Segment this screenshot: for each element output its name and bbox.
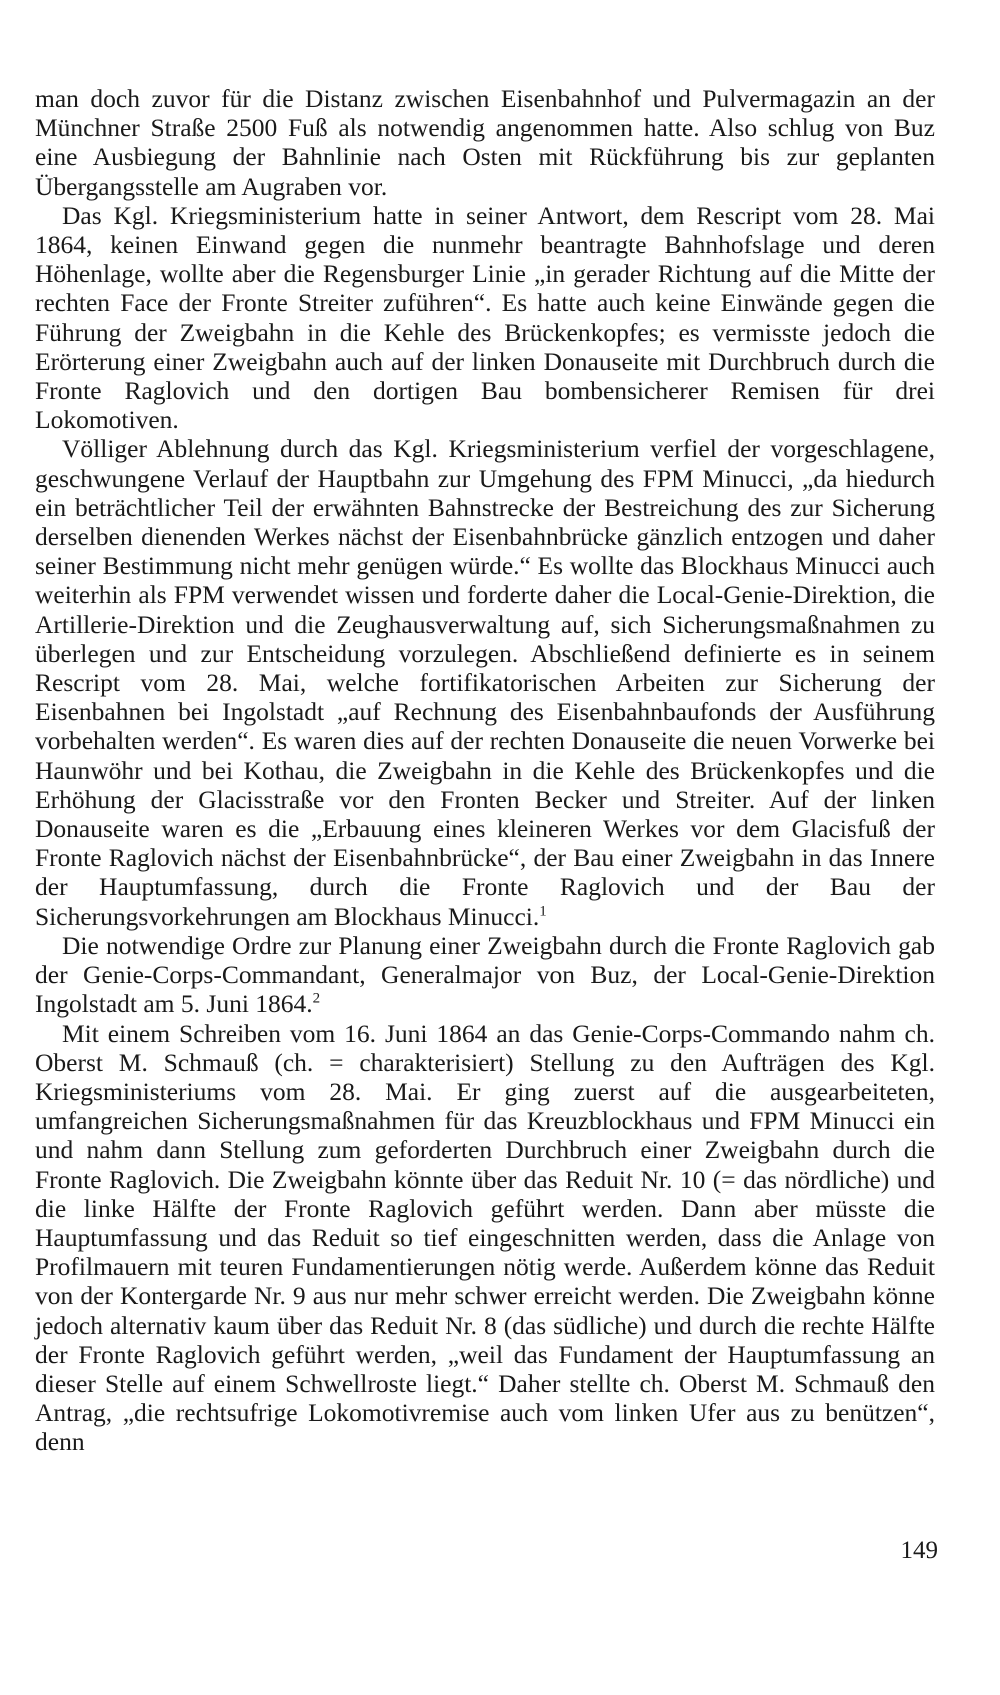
footnote-marker-2: 2 (312, 990, 321, 1007)
paragraph-2-text: Das Kgl. Kriegsministerium hatte in seiner Antwort, dem Rescript vom 28. Mai 1864, keinen Einwand gegen die nunmehr beantragte Bahnhofslage und deren Höhenlage, wollte aber die Regensburger Linie „in gerader Richtung auf die Mitte der rechten Face der Fronte Streiter zuführen“. Es hatte auch keine Einwände gegen die Führung der Zweigbahn in die Kehle des Brückenkopfes; es vermisste jedoch die Erörterung einer Zweigbahn auch auf der linken Donauseite mit Durchbruch durch die Fronte Raglovich und den dortigen Bau bombensicherer Remisen für drei Lokomotiven. (35, 200, 935, 435)
paragraph-1-text: man doch zuvor für die Distanz zwischen Eisenbahnhof und Pulvermagazin an der Münchner Straße 2500 Fuß als notwendig angenommen hatte. Also schlug von Buz eine Ausbiegung der Bahnlinie nach Osten mit Rückführung bis zur geplanten Übergangsstelle am Augraben vor. (35, 84, 935, 201)
paragraph-4-text: Die notwendige Ordre zur Planung einer Zweigbahn durch die Fronte Raglovich gab der Genie-Corps-Commandant, Generalmajor von Buz, der Local-Genie-Direktion Ingolstadt am 5. Juni 1864. (35, 930, 935, 1019)
paragraph-5 (35, 1019, 935, 1457)
paragraph-2 (35, 201, 935, 435)
paragraph-3 (35, 434, 935, 930)
paragraph-1 (35, 84, 935, 201)
paragraph-5-text: Mit einem Schreiben vom 16. Juni 1864 an das Genie-Corps-Commando nahm ch. Oberst M. Schmauß (ch. = charakterisiert) Stellung zu den Aufträgen des Kgl. Kriegsministeriums vom 28. Mai. Er ging zuerst auf die ausgearbeiteten, umfangreichen Sicherungsmaßnahmen für das Kreuzblockhaus und FPM Minucci ein und nahm dann Stellung zum geforderten Durchbruch einer Zweigbahn durch die Fronte Raglovich. Die Zweigbahn könnte über das Reduit Nr. 10 (= das nördliche) und die linke Hälfte der Fronte Raglovich geführt werden. Dann aber müsste die Hauptumfassung und das Reduit so tief eingeschnitten werden, dass die Anlage von Profilmauern mit teuren Fundamentierungen nötig werde. Außerdem könne das Reduit von der Kontergarde Nr. 9 aus nur mehr schwer erreicht werden. Die Zweigbahn könne jedoch alternativ kaum über das Reduit Nr. 8 (das südliche) und durch die rechte Hälfte der Fronte Raglovich geführt werden, „weil das Fundament der Hauptumfassung an dieser Stelle auf einem Schwellroste liegt.“ Daher stellte ch. Oberst M. Schmauß den Antrag, „die rechtsufrige Lokomotivremise auch vom linken Ufer aus zu benützen“, denn (35, 1018, 935, 1457)
footnote-marker-1: 1 (539, 903, 547, 920)
body-text (35, 84, 935, 1457)
paragraph-3-text: Völliger Ablehnung durch das Kgl. Kriegsministerium verfiel der vorgeschlagene, geschwungene Verlauf der Hauptbahn zur Umgehung des FPM Minucci, „da hiedurch ein beträchtlicher Teil der erwähnten Bahnstrecke der Bestreichung des zur Sicherung derselben dienenden Werkes nächst der Eisenbahnbrücke gänzlich entzogen und daher seiner Bestimmung nicht mehr genügen würde.“ Es wollte das Blockhaus Minucci auch weiterhin als FPM verwendet wissen und forderte daher die Local-Genie-Direktion, die Artillerie-Direktion und die Zeughausverwaltung auf, sich Sicherungsmaßnahmen zu überlegen und zur Entscheidung vorzulegen. Abschließend definierte es in seinem Rescript vom 28. Mai, welche fortifikatorischen Arbeiten zur Sicherung der Eisenbahnen bei Ingolstadt „auf Rechnung des Eisenbahnbaufonds der Ausführung vorbehalten werden“. Es waren dies auf der rechten Donauseite die neuen Vorwerke bei Haunwöhr und bei Kothau, die Zweigbahn in die Kehle des Brückenkopfes und die Erhöhung der Glacisstraße vor den Fronten Becker und Streiter. Auf der linken Donauseite waren es die „Erbauung eines kleineren Werkes vor dem Glacisfuß der Fronte Raglovich nächst der Eisenbahnbrücke“, der Bau einer Zweigbahn in das Innere der Hauptumfassung, durch die Fronte Raglovich und der Bau der Sicherungsvorkehrungen am Blockhaus Minucci. (35, 434, 935, 931)
page-number: 149 (900, 1537, 938, 1564)
paragraph-4 (35, 931, 935, 1019)
